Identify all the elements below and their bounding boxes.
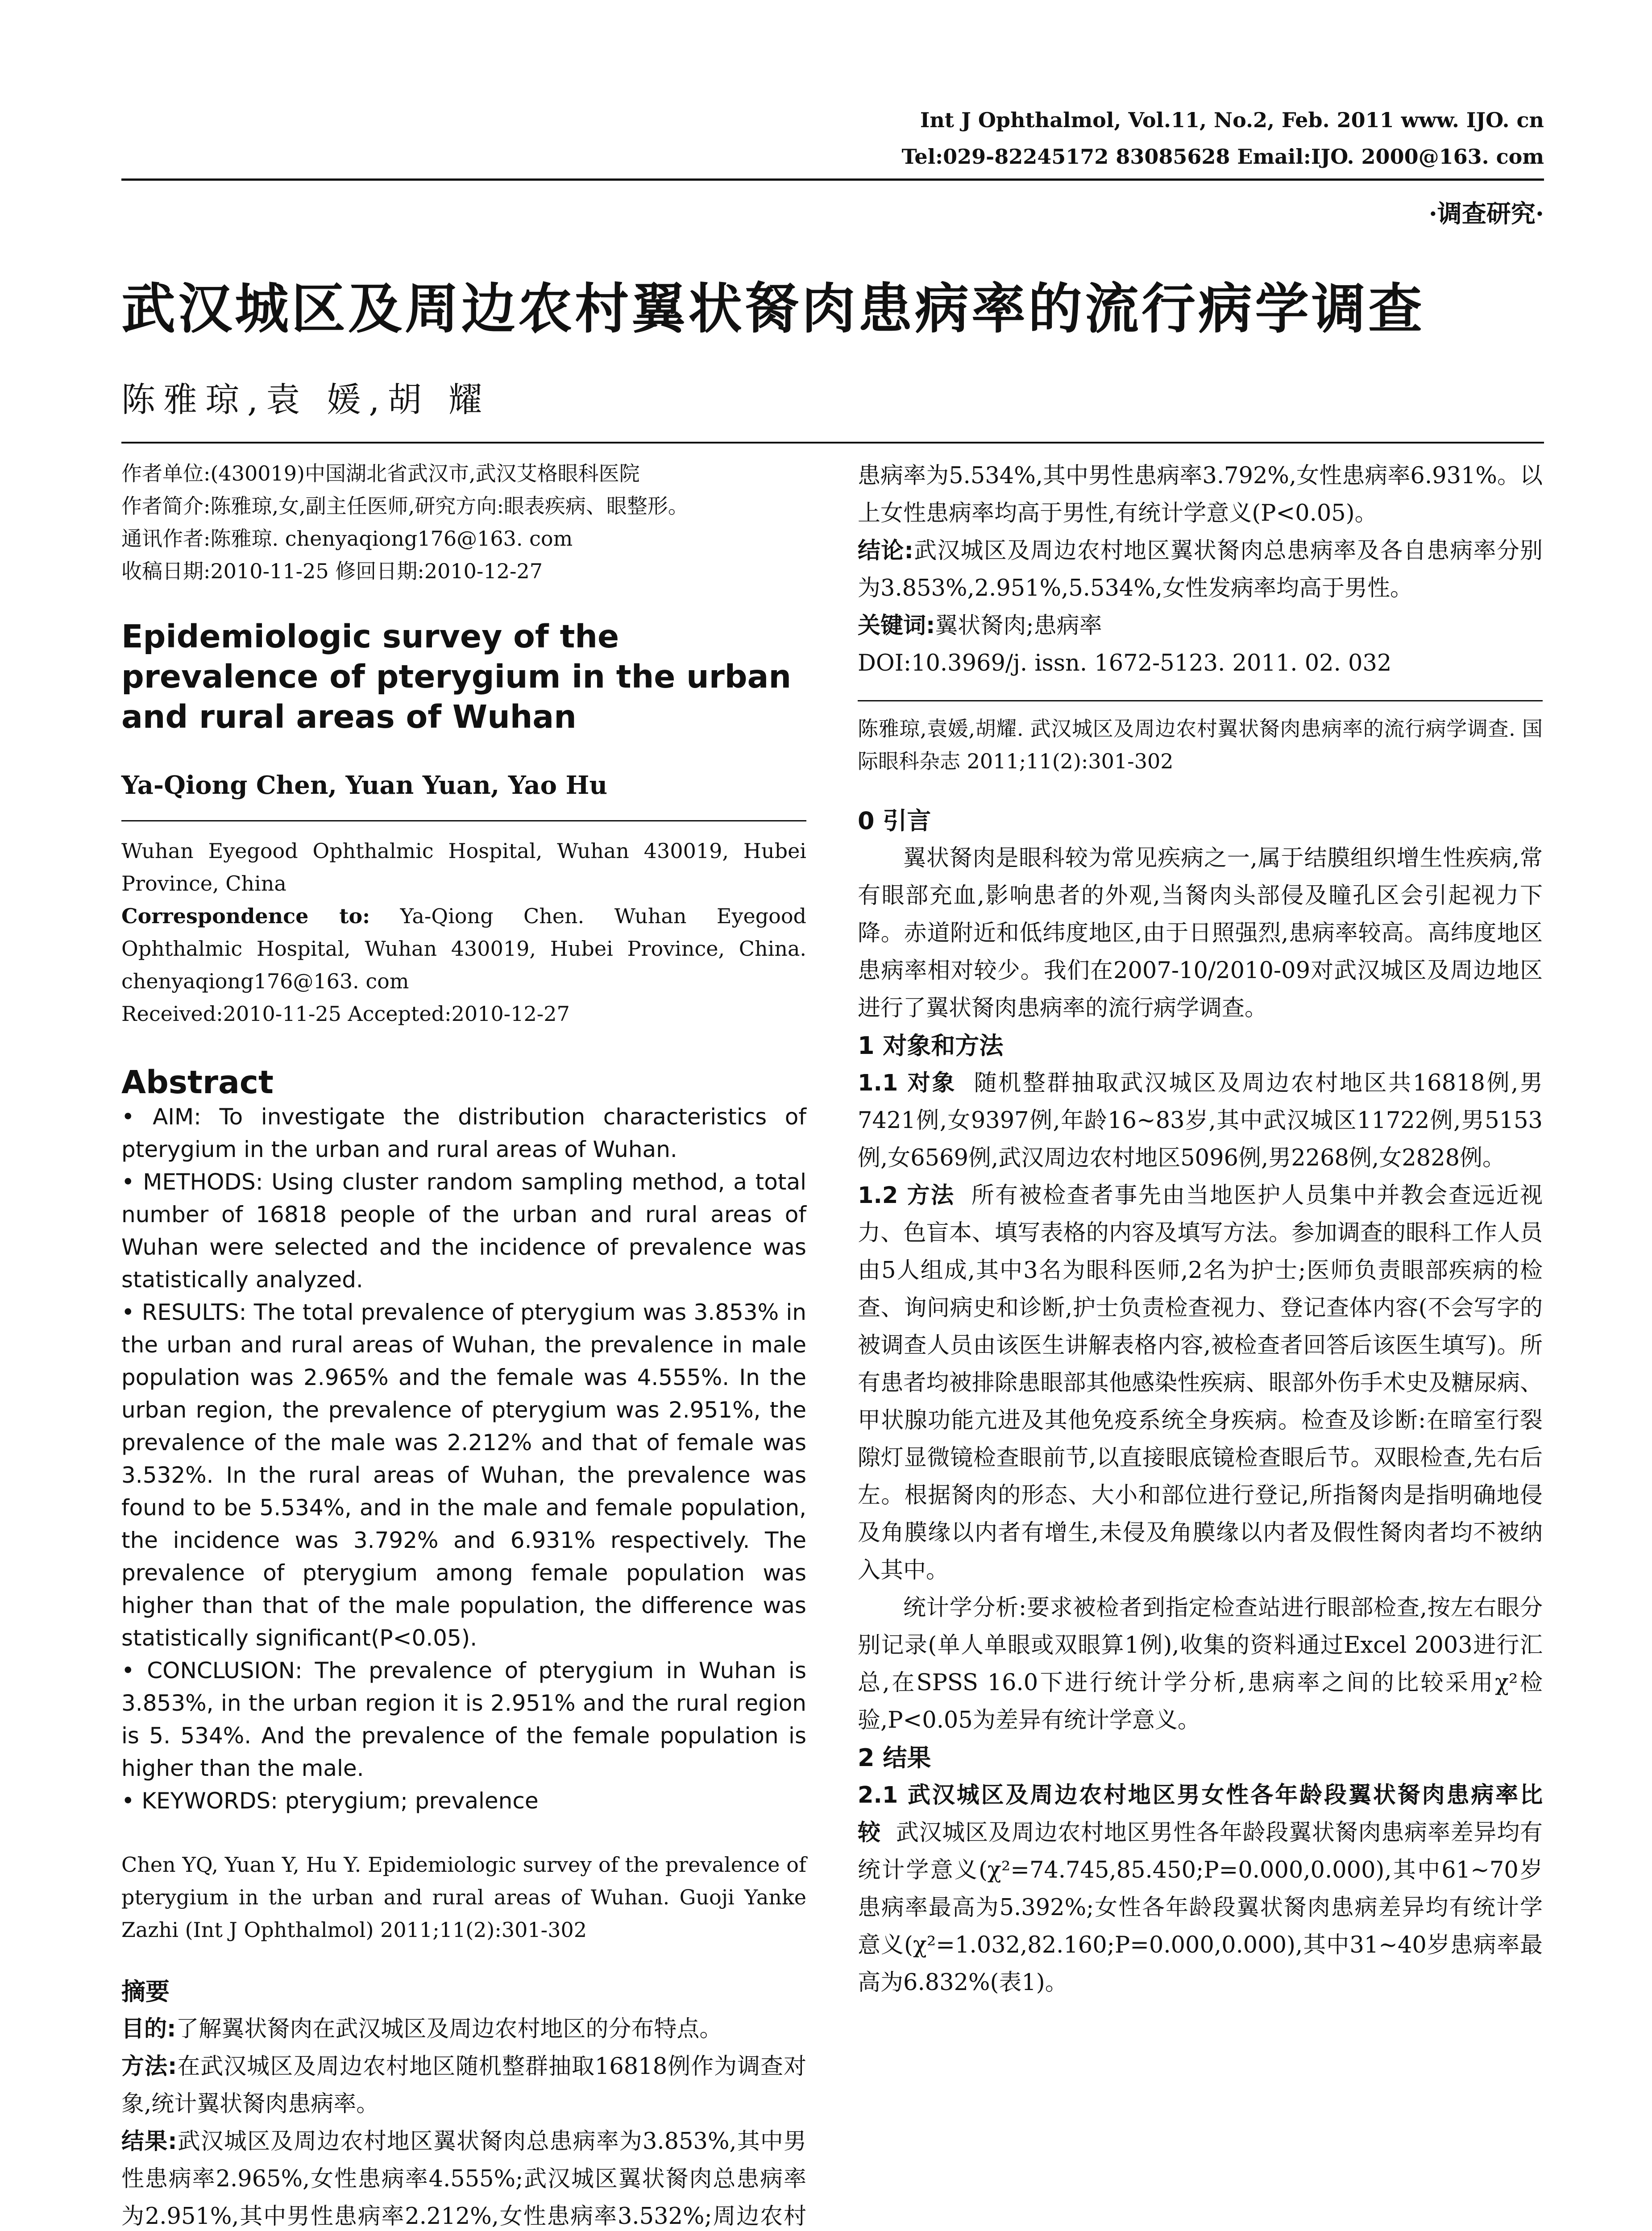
zh-conclusion-label: 结论: <box>858 538 913 564</box>
section-2-heading: 2 结果 <box>858 1744 931 1772</box>
correspondence-text: Ya-Qiong Chen. Wuhan Eyegood Ophthalmic Hospital, Wuhan 430019, Hubei Province, China. chenyaqiong176@163. com <box>121 904 807 993</box>
header-rule <box>121 178 1544 181</box>
abstract-heading: Abstract <box>121 1064 274 1101</box>
section-1-1 <box>858 1065 1543 1177</box>
section-2-1 <box>858 1777 1543 2002</box>
authors-en: Ya-Qiong Chen, Yuan Yuan, Yao Hu <box>121 771 608 800</box>
zh-keywords-label: 关键词: <box>858 613 935 639</box>
title-rule <box>121 442 1544 444</box>
statistics-paragraph: 统计学分析:要求被检者到指定检查站进行眼部检查,按左右眼分别记录(单人单眼或双眼算1例),收集的资料通过Excel 2003进行汇总,在SPSS 16.0下进行统计学分析,患病率之间的比较采用χ²检验,P<0.05为差异有统计学意义。 <box>858 1595 1543 1733</box>
journal-header-line2: Tel:029-82245172 83085628 Email:IJO. 2000@163. com <box>901 145 1544 169</box>
zh-results-continued: 患病率为5.534%,其中男性患病率3.792%,女性患病率6.931%。以上女性患病率均高于男性,有统计学意义(P<0.05)。 <box>858 463 1543 527</box>
zh-methods-text: 在武汉城区及周边农村地区随机整群抽取16818例作为调查对象,统计翼状胬肉患病率。 <box>121 2053 806 2117</box>
zh-aim <box>121 2011 806 2048</box>
right-column <box>858 457 1543 2002</box>
abstract-conclusion: • CONCLUSION: The prevalence of pterygium in Wuhan is 3.853%, in the urban region it is 2.951% and the rural region is 5. 534%. And the prevalence of the female population is higher than the male. <box>121 1658 806 1781</box>
zh-methods <box>121 2048 806 2123</box>
section-2-1-text: 武汉城区及周边农村地区男性各年龄段翼状胬肉患病率差异均有统计学意义(χ²=74.745,85.450;P=0.000,0.000),其中61~70岁患病率最高为5.392%;女性各年龄段翼状胬肉患病差异均有统计学意义(χ²=1.032,82.160;P=0.000,0.000),其中31~40岁患病率最高为6.832%(表1)。 <box>858 1820 1543 1996</box>
abstract-aim: • AIM: To investigate the distribution characteristics of pterygium in the urban and rural areas of Wuhan. <box>121 1104 806 1162</box>
zh-keywords <box>858 607 1543 645</box>
section-1-2-text: 所有被检查者事先由当地医护人员集中并教会查远近视力、色盲本、填写表格的内容及填写方法。参加调查的眼科工作人员由5人组成,其中3名为眼科医师,2名为护士;医师负责眼部疾病的检查、询问病史和诊断,护士负责检查视力、登记查体内容(不会写字的被调查人员由该医生讲解表格内容,被检查者回答后该医生填写)。所有患者均被排除患眼部其他感染性疾病、眼部外伤手术史及糖尿病、甲状腺功能亢进及其他免疫系统全身疾病。检查及诊断:在暗室行裂隙灯显微镜检查眼前节,以直接眼底镜检查眼后节。双眼检查,先右后左。根据胬肉的形态、大小和部位进行登记,所指胬肉是指明确地侵及角膜缘以内者有增生,未侵及角膜缘以内者及假性胬肉者均不被纳入其中。 <box>858 1182 1543 1584</box>
section-1-2-label: 1.2 方法 <box>858 1182 955 1209</box>
correspondence-label: Correspondence to: <box>121 904 370 928</box>
zh-citation-block <box>858 700 1543 778</box>
author-bio-cn: 作者简介:陈雅琼,女,副主任医师,研究方向:眼表疾病、眼整形。 <box>121 494 689 518</box>
article-title-en: Epidemiologic survey of the prevalence of pterygium in the urban and rural areas of Wuhan <box>121 618 791 735</box>
abstract-results: • RESULTS: The total prevalence of pterygium was 3.853% in the urban and rural areas of Wuhan, the prevalence in male population was 2.965% and the female was 4.555%. In the urban region, the prevalence of pterygium was 2.951%, the prevalence of the male was 2.212% and that of female was 3.532%. In the rural areas of Wuhan, the prevalence was found to be 5.534%, and in the male and female population, the incidence was 3.792% and 6.931% respectively. The prevalence of pterygium among female population was higher than that of the male population, the difference was statistically significant(P<0.05). <box>121 1299 806 1651</box>
zh-aim-label: 目的: <box>121 2016 176 2042</box>
affiliation-en: Wuhan Eyegood Ophthalmic Hospital, Wuhan 430019, Hubei Province, China <box>121 839 806 896</box>
correspondence-en <box>121 900 806 998</box>
doi: DOI:10.3969/j. issn. 1672-5123. 2011. 02. 032 <box>858 650 1392 676</box>
section-1-heading: 1 对象和方法 <box>858 1032 1004 1060</box>
citation-zh: 陈雅琼,袁媛,胡耀. 武汉城区及周边农村翼状胬肉患病率的流行病学调查. 国际眼科杂志 2011;11(2):301-302 <box>858 717 1543 773</box>
article-title-cn: 武汉城区及周边农村翼状胬肉患病率的流行病学调查 <box>121 277 1425 340</box>
en-affil-block <box>121 820 806 1030</box>
authors-cn: 陈雅琼,袁 媛,胡 耀 <box>121 380 490 419</box>
zh-aim-text: 了解翼状胬肉在武汉城区及周边农村地区的分布特点。 <box>176 2016 722 2042</box>
affiliation-cn: 作者单位:(430019)中国湖北省武汉市,武汉艾格眼科医院 <box>121 461 640 485</box>
section-1-1-label: 1.1 对象 <box>858 1070 956 1096</box>
section-2-1-label: 2.1 武汉城区及周边农村地区男女性各年龄段翼状胬肉患病率比较 <box>858 1782 1543 1846</box>
corresponding-cn: 通讯作者:陈雅琼. chenyaqiong176@163. com <box>121 527 573 551</box>
zh-keywords-text: 翼状胬肉;患病率 <box>935 613 1102 639</box>
section-tag: ·调查研究· <box>1428 199 1544 228</box>
abstract-methods: • METHODS: Using cluster random sampling method, a total number of 16818 people of the urban and rural areas of Wuhan were selected and the incidence of prevalence was statistically analyzed. <box>121 1169 806 1293</box>
section-0-heading: 0 引言 <box>858 807 931 835</box>
left-column <box>121 457 806 2231</box>
zh-conclusion <box>858 532 1543 607</box>
dates-cn: 收稿日期:2010-11-25 修回日期:2010-12-27 <box>121 559 543 583</box>
section-1-2 <box>858 1177 1543 1589</box>
abstract-keywords: • KEYWORDS: pterygium; prevalence <box>121 1788 539 1814</box>
citation-en: Chen YQ, Yuan Y, Hu Y. Epidemiologic survey of the prevalence of pterygium in the urban and rural areas of Wuhan. Guoji Yanke Zazhi (Int J Ophthalmol) 2011;11(2):301-302 <box>121 1853 806 1942</box>
intro-paragraph: 翼状胬肉是眼科较为常见疾病之一,属于结膜组织增生性疾病,常有眼部充血,影响患者的外观,当胬肉头部侵及瞳孔区会引起视力下降。赤道附近和低纬度地区,由于日照强烈,患病率较高。高纬度地区患病率相对较少。我们在2007-10/2010-09对武汉城区及周边地区进行了翼状胬肉患病率的流行病学调查。 <box>858 845 1543 1021</box>
zh-abstract-heading: 摘要 <box>121 1978 170 2006</box>
section-1-1-text: 随机整群抽取武汉城区及周边农村地区共16818例,男7421例,女9397例,年龄16~83岁,其中武汉城区11722例,男5153例,女6569例,武汉周边农村地区5096例,男2268例,女2828例。 <box>858 1070 1543 1171</box>
zh-methods-label: 方法: <box>121 2053 177 2080</box>
zh-results <box>121 2123 806 2231</box>
journal-header-line1: Int J Ophthalmol, Vol.11, No.2, Feb. 2011 www. IJO. cn <box>920 108 1544 132</box>
zh-conclusion-text: 武汉城区及周边农村地区翼状胬肉总患病率及各自患病率分别为3.853%,2.951%,5.534%,女性发病率均高于男性。 <box>858 538 1543 601</box>
dates-en: Received:2010-11-25 Accepted:2010-12-27 <box>121 1002 570 1026</box>
zh-results-label: 结果: <box>121 2128 177 2155</box>
zh-results-text: 武汉城区及周边农村地区翼状胬肉总患病率为3.853%,其中男性患病率2.965%,女性患病率4.555%;武汉城区翼状胬肉总患病率为2.951%,其中男性患病率2.212%,女性患病率3.532%;周边农村 <box>121 2128 806 2230</box>
